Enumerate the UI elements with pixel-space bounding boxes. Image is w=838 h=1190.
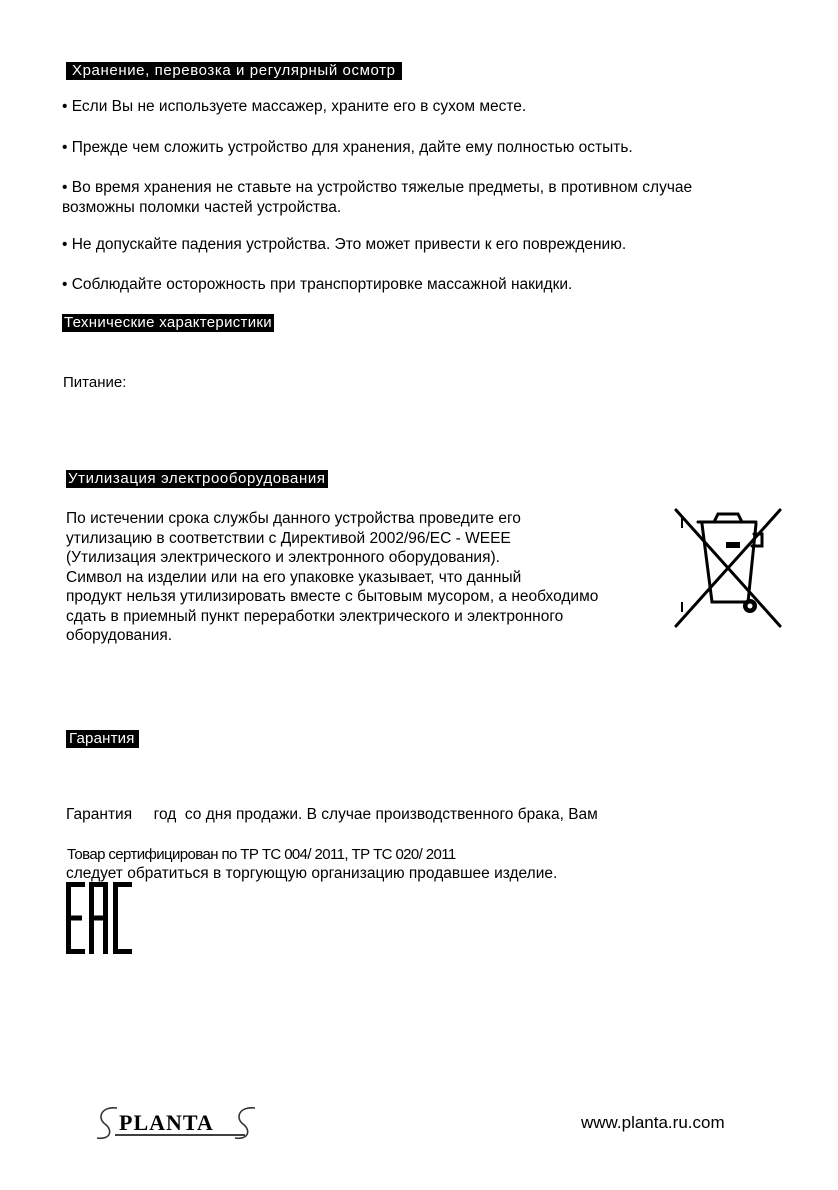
storage-item-5: • Соблюдайте осторожность при транспортировке массажной накидки. <box>62 276 573 293</box>
storage-item-2: • Прежде чем сложить устройство для хранения, дайте ему полностью остыть. <box>62 139 633 156</box>
certification-text: Товар сертифицирован по ТР ТС 004/ 2011, ТР ТС 020/ 2011 <box>67 846 456 863</box>
storage-item-1: • Если Вы не используете массажер, храните его в сухом месте. <box>62 98 527 115</box>
warranty-line: Гарантия год со дня продажи. В случае производственного брака, Вам <box>66 806 598 823</box>
storage-item-3-cont: возможны поломки частей устройства. <box>62 199 342 216</box>
disposal-line: оборудования. <box>66 627 173 644</box>
disposal-heading: Утилизация электрооборудования <box>68 470 326 487</box>
storage-heading: Хранение, перевозка и регулярный осмотр <box>66 62 402 80</box>
warranty-text <box>66 766 598 903</box>
disposal-line: По истечении срока службы данного устройства проведите его <box>66 510 521 527</box>
warranty-line: следует обратиться в торгующую организацию продавшее изделие. <box>66 864 558 882</box>
disposal-line: (Утилизация электрического и электронного оборудования). <box>66 549 500 566</box>
power-label: Питание: <box>63 374 127 391</box>
eac-mark-icon <box>66 882 132 954</box>
warranty-heading: Гарантия <box>66 730 139 748</box>
disposal-line: продукт нельзя утилизировать вместе с бытовым мусором, а необходимо <box>66 588 599 605</box>
planta-logo <box>95 1104 265 1142</box>
disposal-line: Символ на изделии или на его упаковке указывает, что данный <box>66 568 522 586</box>
disposal-line: сдать в приемный пункт переработки электрического и электронного <box>66 607 564 625</box>
weee-crossed-bin-icon <box>668 506 786 630</box>
specs-heading: Технические характеристики <box>64 314 272 331</box>
disposal-line: утилизацию в соответствии с Директивой 2002/96/EC - WEEE <box>66 529 511 547</box>
logo-text: PLANTA <box>119 1110 214 1135</box>
disposal-text <box>66 509 598 646</box>
storage-item-3: • Во время хранения не ставьте на устройство тяжелые предметы, в противном случае <box>62 179 693 196</box>
website-url[interactable]: www.planta.ru.com <box>581 1113 725 1132</box>
storage-item-4: • Не допускайте падения устройства. Это может привести к его повреждению. <box>62 236 627 253</box>
